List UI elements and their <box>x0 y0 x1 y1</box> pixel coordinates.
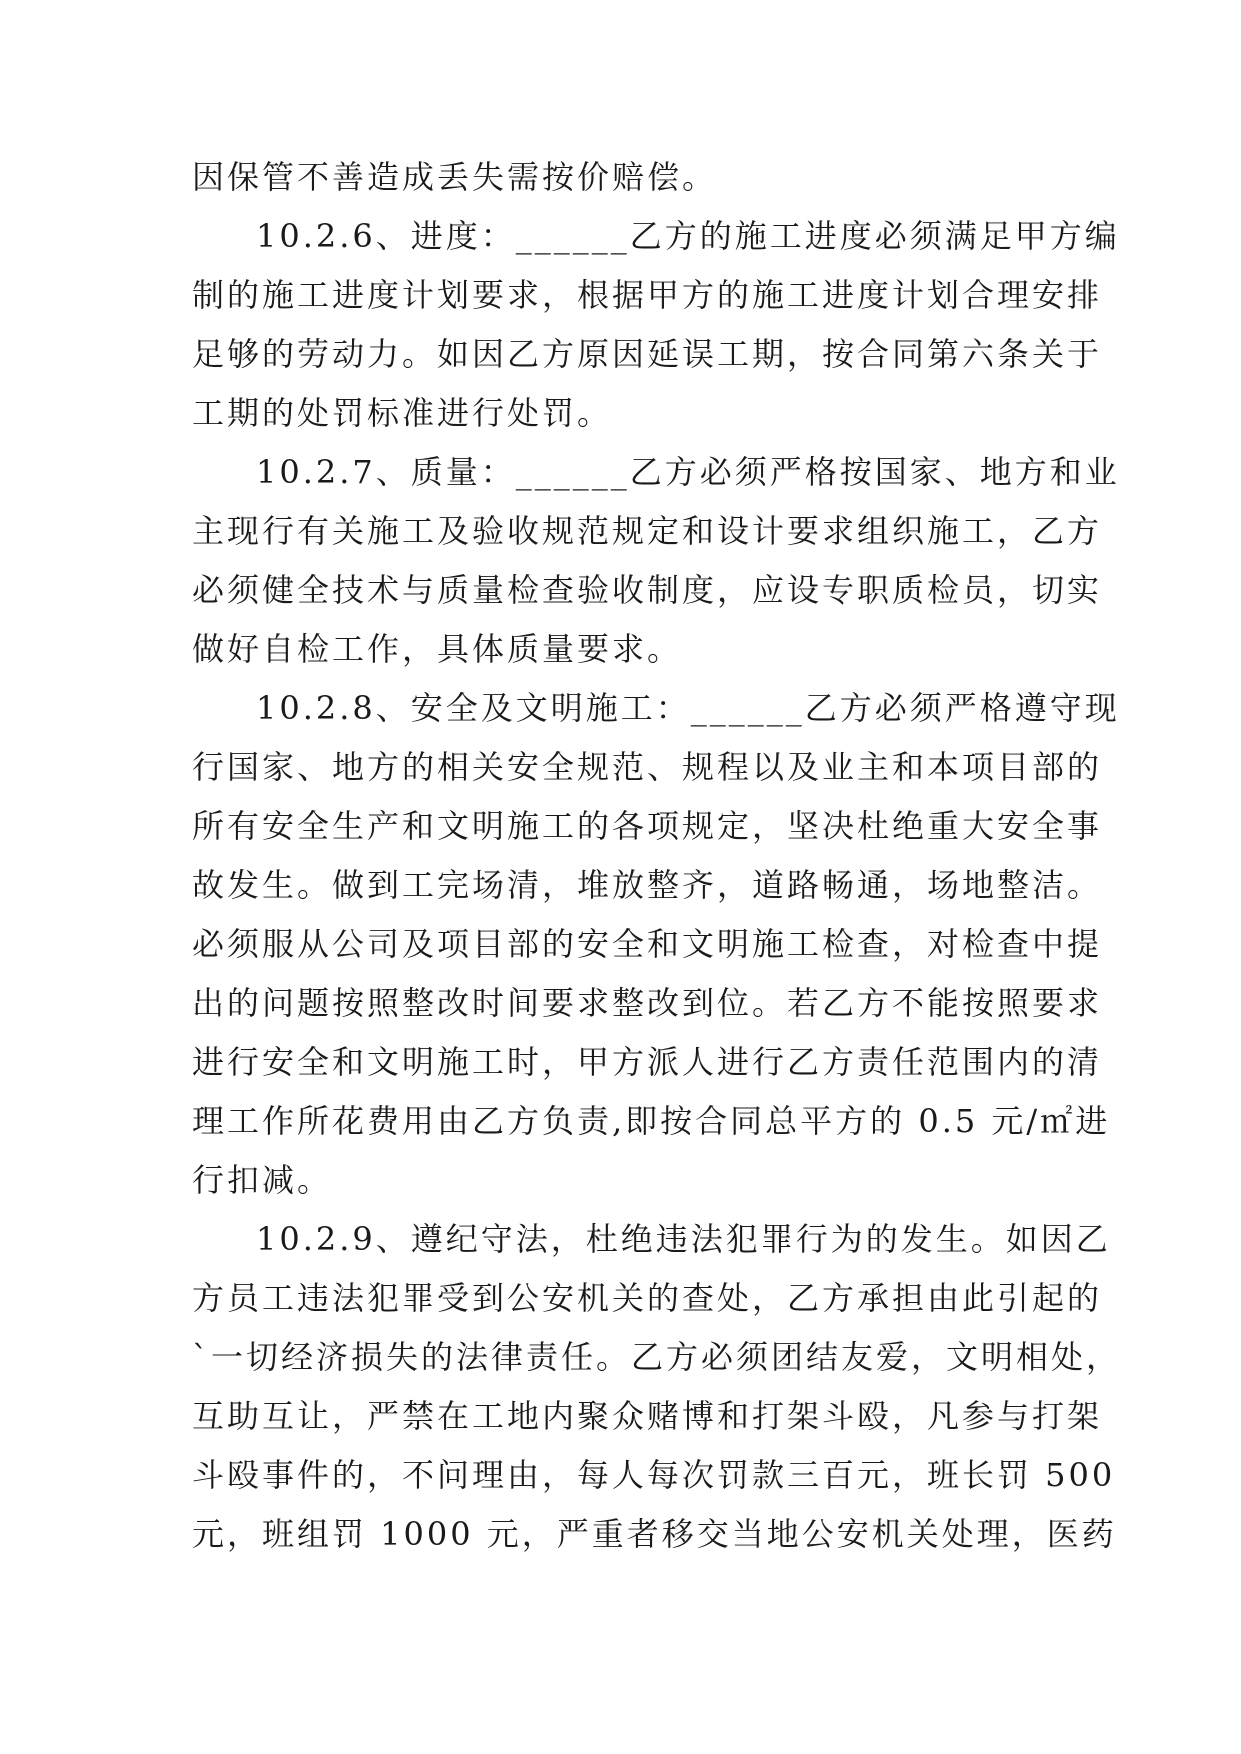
text-line: 工期的处罚标准进行处罚。 <box>192 394 613 432</box>
text-line: 方员工违法犯罪受到公安机关的查处，乙方承担由此引起的 <box>192 1279 1103 1317</box>
text-line: `一切经济损失的法律责任。乙方必须团结友爱，文明相处， <box>192 1338 1122 1376</box>
text-line: 必须服从公司及项目部的安全和文明施工检查，对检查中提 <box>192 925 1103 963</box>
document-body <box>192 148 1122 1564</box>
text-line: 进行安全和文明施工时，甲方派人进行乙方责任范围内的清 <box>192 1043 1103 1081</box>
text-line: 足够的劳动力。如因乙方原因延误工期，按合同第六条关于 <box>192 335 1103 373</box>
clause-10-2-6-heading-line: 10.2.6、进度：______乙方的施工进度必须满足甲方编 <box>256 217 1120 255</box>
text-line: 元，班组罚 1000 元，严重者移交当地公安机关处理，医药 <box>192 1515 1117 1553</box>
text-line: 因保管不善造成丢失需按价赔偿。 <box>192 158 718 196</box>
text-line: 互助互让，严禁在工地内聚众赌博和打架斗殴，凡参与打架 <box>192 1397 1103 1435</box>
text-line: 制的施工进度计划要求，根据甲方的施工进度计划合理安排 <box>192 276 1103 314</box>
text-line: 必须健全技术与质量检查验收制度，应设专职质检员，切实 <box>192 571 1103 609</box>
text-line: 理工作所花费用由乙方负责,即按合同总平方的 0.5 元/㎡进 <box>192 1102 1111 1140</box>
text-line: 主现行有关施工及验收规范规定和设计要求组织施工，乙方 <box>192 512 1103 550</box>
clause-10-2-8-heading-line: 10.2.8、安全及文明施工：______乙方必须严格遵守现 <box>256 689 1120 727</box>
text-line: 出的问题按照整改时间要求整改到位。若乙方不能按照要求 <box>192 984 1103 1022</box>
clause-10-2-7-heading-line: 10.2.7、质量：______乙方必须严格按国家、地方和业 <box>256 453 1120 491</box>
text-line: 斗殴事件的，不问理由，每人每次罚款三百元，班长罚 500 <box>192 1456 1116 1494</box>
text-line: 所有安全生产和文明施工的各项规定，坚决杜绝重大安全事 <box>192 807 1103 845</box>
text-line: 行扣减。 <box>192 1161 333 1199</box>
text-line: 故发生。做到工完场清，堆放整齐，道路畅通，场地整洁。 <box>192 866 1103 904</box>
clause-10-2-9-heading-line: 10.2.9、遵纪守法，杜绝违法犯罪行为的发生。如因乙 <box>256 1220 1111 1258</box>
text-line: 行国家、地方的相关安全规范、规程以及业主和本项目部的 <box>192 748 1103 786</box>
text-line: 做好自检工作，具体质量要求。 <box>192 630 683 668</box>
